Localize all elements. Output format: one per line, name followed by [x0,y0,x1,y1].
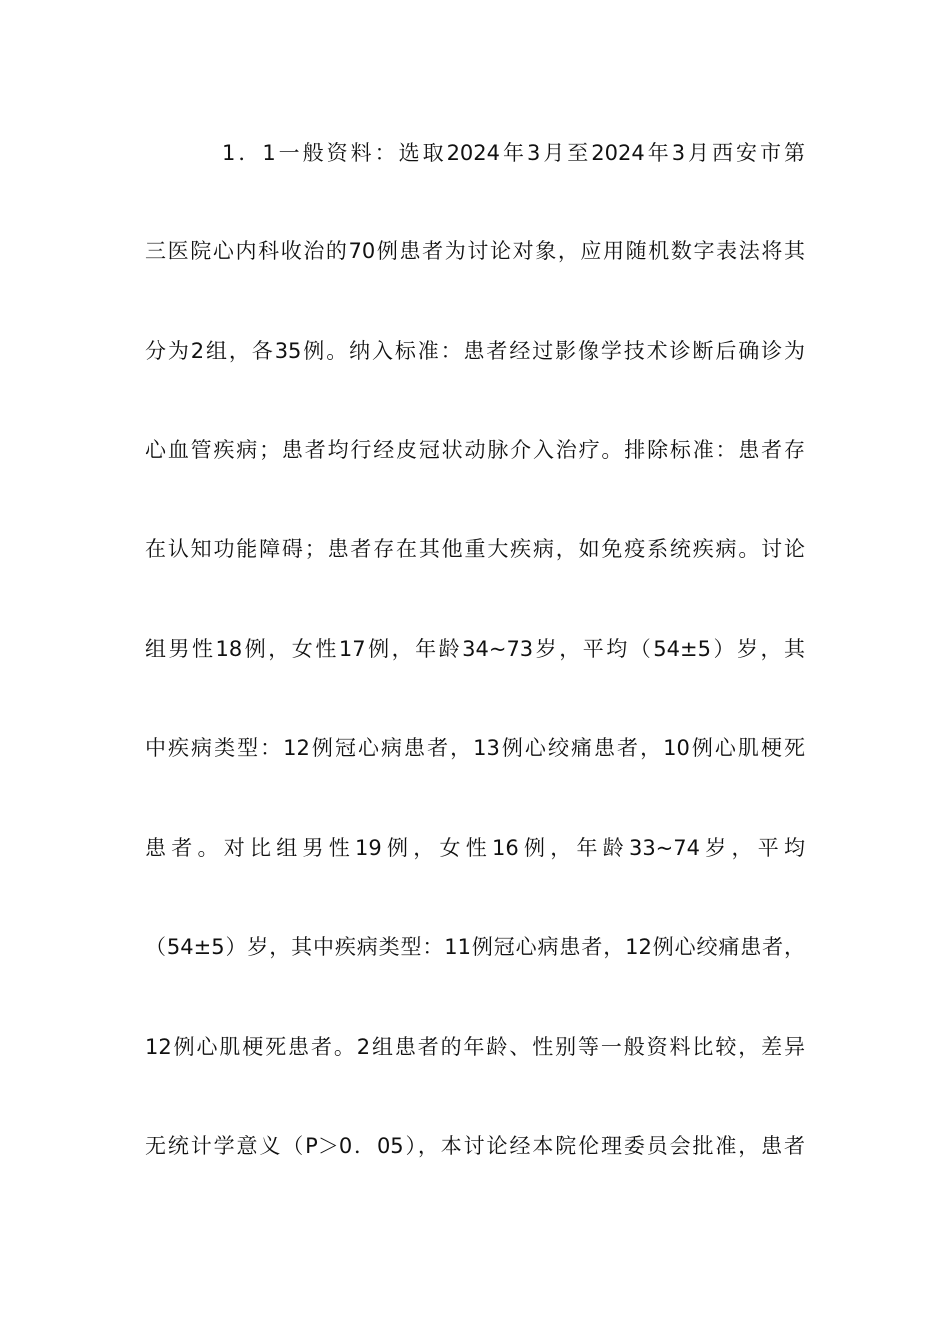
paragraph-line-7: 中疾病类型：12例冠心病患者，13例心绞痛患者，10例心肌梗死 [145,736,805,760]
paragraph-line-1: 1．1一般资料：选取2024年3月至2024年3月西安市第 [222,141,805,165]
paragraph-line-4: 心血管疾病；患者均行经皮冠状动脉介入治疗。排除标准：患者存 [145,438,805,462]
paragraph-line-2: 三医院心内科收治的70例患者为讨论对象，应用随机数字表法将其 [145,239,805,263]
paragraph-line-8: 患者。对比组男性19例，女性16例，年龄33~74岁，平均 [145,836,805,860]
paragraph-line-11: 无统计学意义（P＞0．05），本讨论经本院伦理委员会批准，患者 [145,1134,805,1158]
paragraph-line-9: （54±5）岁，其中疾病类型：11例冠心病患者，12例心绞痛患者， [145,935,805,959]
paragraph-line-6: 组男性18例，女性17例，年龄34~73岁，平均（54±5）岁，其 [145,637,805,661]
paragraph-line-5: 在认知功能障碍；患者存在其他重大疾病，如免疫系统疾病。讨论 [145,537,805,561]
paragraph-line-3: 分为2组，各35例。纳入标准：患者经过影像学技术诊断后确诊为 [145,339,805,363]
paragraph-line-10: 12例心肌梗死患者。2组患者的年龄、性别等一般资料比较，差异 [145,1035,805,1059]
